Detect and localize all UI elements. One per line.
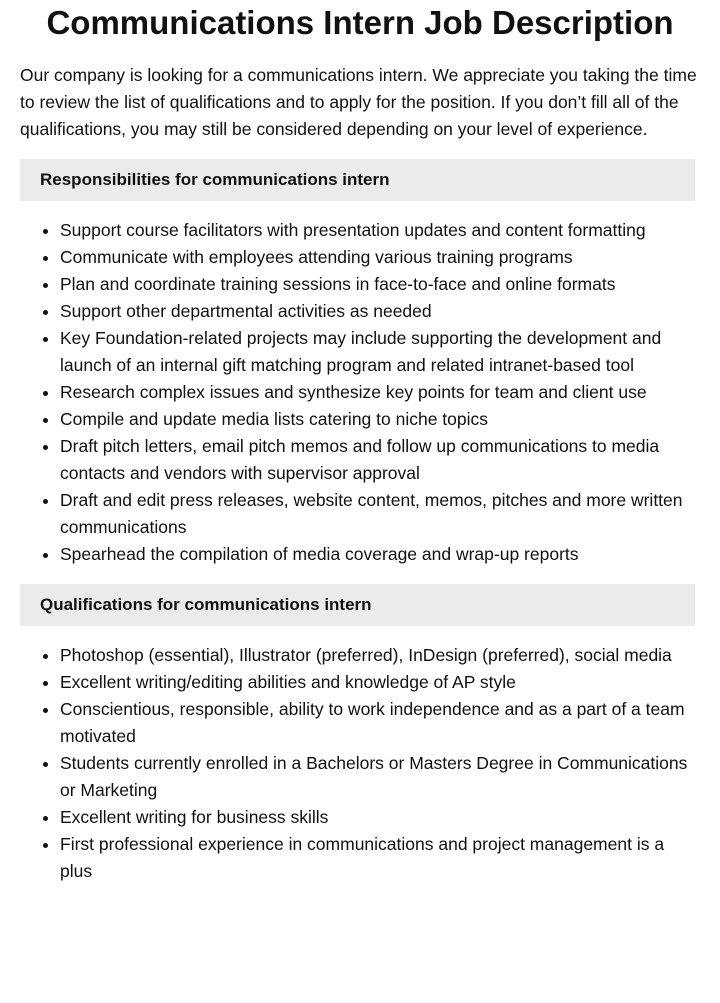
list-item: • Conscientious, responsible, ability to work independence and as a part of a team motivated xyxy=(60,696,700,750)
intro-text: Our company is looking for a communications intern. We appreciate you taking the time to review the list of qualifications and to apply for the position. If you don’t fill all of the qualifications, you may still be considered depending on your level of experience. xyxy=(20,65,697,139)
list-item: • Communicate with employees attending various training programs xyxy=(60,244,700,271)
list-item: • Key Foundation-related projects may include supporting the development and launch of an internal gift matching program and related intranet-based tool xyxy=(60,325,700,379)
qualifications-heading: Qualifications for communications intern xyxy=(20,584,695,626)
list-item: • Draft and edit press releases, website content, memos, pitches and more written communications xyxy=(60,487,700,541)
list-item: • Plan and coordinate training sessions in face-to-face and online formats xyxy=(60,271,700,298)
list-item: • Excellent writing/editing abilities and knowledge of AP style xyxy=(60,669,700,696)
list-item: • Spearhead the compilation of media coverage and wrap-up reports xyxy=(60,541,700,568)
list-item: • Photoshop (essential), Illustrator (preferred), InDesign (preferred), social media xyxy=(60,642,700,669)
list-item: • Draft pitch letters, email pitch memos and follow up communications to media contacts and vendors with supervisor approval xyxy=(60,433,700,487)
list-item: • Compile and update media lists catering to niche topics xyxy=(60,406,700,433)
page-title: Communications Intern Job Description xyxy=(46,4,674,41)
responsibilities-list xyxy=(20,217,700,568)
list-item: • Excellent writing for business skills xyxy=(60,804,700,831)
list-item: • Students currently enrolled in a Bachelors or Masters Degree in Communications or Marketing xyxy=(60,750,700,804)
list-item: • First professional experience in communications and project management is a plus xyxy=(60,831,700,885)
list-item: • Support course facilitators with presentation updates and content formatting xyxy=(60,217,700,244)
responsibilities-heading: Responsibilities for communications intern xyxy=(20,159,695,201)
list-item: • Support other departmental activities as needed xyxy=(60,298,700,325)
list-item: • Research complex issues and synthesize key points for team and client use xyxy=(60,379,700,406)
qualifications-list xyxy=(20,642,700,885)
